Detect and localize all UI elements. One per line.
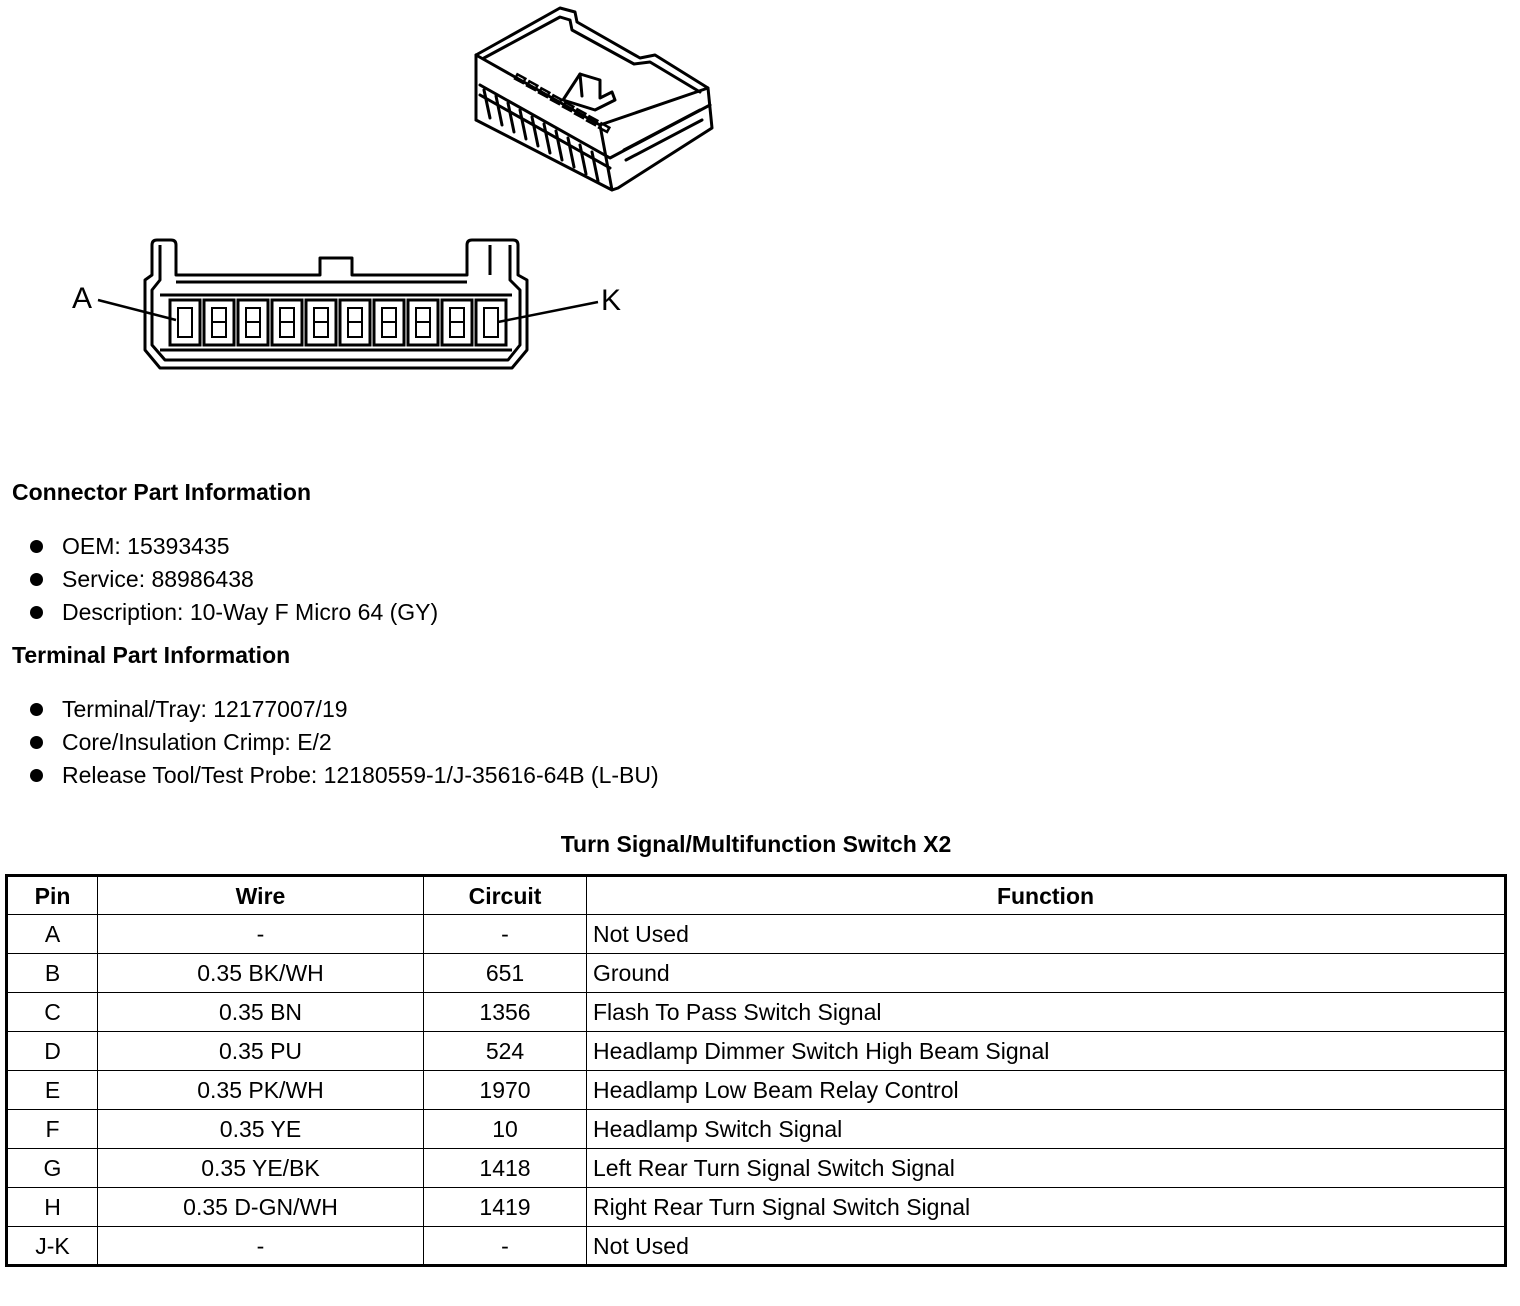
cell-wire: - <box>98 915 424 954</box>
header-wire: Wire <box>98 876 424 915</box>
terminal-crimp: Core/Insulation Crimp: E/2 <box>62 729 332 755</box>
table-row <box>7 915 1506 954</box>
cell-pin: B <box>7 954 98 993</box>
connector-description: Description: 10-Way F Micro 64 (GY) <box>62 599 439 625</box>
connector-info-list <box>0 530 438 629</box>
bullet-icon <box>30 703 43 716</box>
cell-function: Not Used <box>587 1227 1506 1266</box>
list-item <box>0 726 659 759</box>
table-row <box>7 1188 1506 1227</box>
bullet-icon <box>30 769 43 782</box>
cell-wire: - <box>98 1227 424 1266</box>
cell-wire: 0.35 PK/WH <box>98 1071 424 1110</box>
connector-drawings <box>0 0 1520 470</box>
bullet-icon <box>30 573 43 586</box>
cell-pin: E <box>7 1071 98 1110</box>
cell-circuit: 1419 <box>424 1188 587 1227</box>
cell-function: Flash To Pass Switch Signal <box>587 993 1506 1032</box>
list-item <box>0 596 438 629</box>
cell-circuit: 651 <box>424 954 587 993</box>
terminal-release-tool: Release Tool/Test Probe: 12180559-1/J-35616-64B (L-BU) <box>62 762 659 788</box>
pin-label-k: K <box>601 284 622 317</box>
terminal-tray: Terminal/Tray: 12177007/19 <box>62 696 348 722</box>
cell-circuit: 524 <box>424 1032 587 1071</box>
terminal-info-title: Terminal Part Information <box>12 642 291 668</box>
pin-table-title: Turn Signal/Multifunction Switch X2 <box>560 831 952 857</box>
cell-pin: A <box>7 915 98 954</box>
pin-label-a: A <box>72 282 93 315</box>
pin-table <box>5 874 1507 1267</box>
table-row <box>7 1032 1506 1071</box>
cell-circuit: 1970 <box>424 1071 587 1110</box>
list-item <box>0 530 438 563</box>
cell-circuit: 10 <box>424 1110 587 1149</box>
cell-circuit: 1356 <box>424 993 587 1032</box>
header-function: Function <box>587 876 1506 915</box>
table-row <box>7 993 1506 1032</box>
header-circuit: Circuit <box>424 876 587 915</box>
cell-function: Headlamp Low Beam Relay Control <box>587 1071 1506 1110</box>
cell-wire: 0.35 PU <box>98 1032 424 1071</box>
connector-oem: OEM: 15393435 <box>62 533 230 559</box>
table-row <box>7 1071 1506 1110</box>
cell-wire: 0.35 YE/BK <box>98 1149 424 1188</box>
table-row <box>7 954 1506 993</box>
connector-info-title: Connector Part Information <box>12 479 312 505</box>
cell-pin: F <box>7 1110 98 1149</box>
terminal-info-list <box>0 693 659 792</box>
table-row <box>7 1110 1506 1149</box>
connector-face-drawing <box>0 0 1520 470</box>
cell-pin: G <box>7 1149 98 1188</box>
cell-function: Right Rear Turn Signal Switch Signal <box>587 1188 1506 1227</box>
cell-pin: D <box>7 1032 98 1071</box>
cell-circuit: 1418 <box>424 1149 587 1188</box>
cell-function: Headlamp Dimmer Switch High Beam Signal <box>587 1032 1506 1071</box>
cell-pin: H <box>7 1188 98 1227</box>
table-row <box>7 1227 1506 1266</box>
list-item <box>0 563 438 596</box>
cell-wire: 0.35 YE <box>98 1110 424 1149</box>
table-header-row <box>7 876 1506 915</box>
cell-pin: J-K <box>7 1227 98 1266</box>
list-item <box>0 693 659 726</box>
cell-function: Not Used <box>587 915 1506 954</box>
connector-service: Service: 88986438 <box>62 566 254 592</box>
bullet-icon <box>30 540 43 553</box>
list-item <box>0 759 659 792</box>
bullet-icon <box>30 736 43 749</box>
cell-function: Headlamp Switch Signal <box>587 1110 1506 1149</box>
table-row <box>7 1149 1506 1188</box>
cell-wire: 0.35 BN <box>98 993 424 1032</box>
cell-function: Ground <box>587 954 1506 993</box>
cell-function: Left Rear Turn Signal Switch Signal <box>587 1149 1506 1188</box>
cell-wire: 0.35 D-GN/WH <box>98 1188 424 1227</box>
cell-circuit: - <box>424 915 587 954</box>
header-pin: Pin <box>7 876 98 915</box>
cell-circuit: - <box>424 1227 587 1266</box>
cell-pin: C <box>7 993 98 1032</box>
cell-wire: 0.35 BK/WH <box>98 954 424 993</box>
bullet-icon <box>30 606 43 619</box>
